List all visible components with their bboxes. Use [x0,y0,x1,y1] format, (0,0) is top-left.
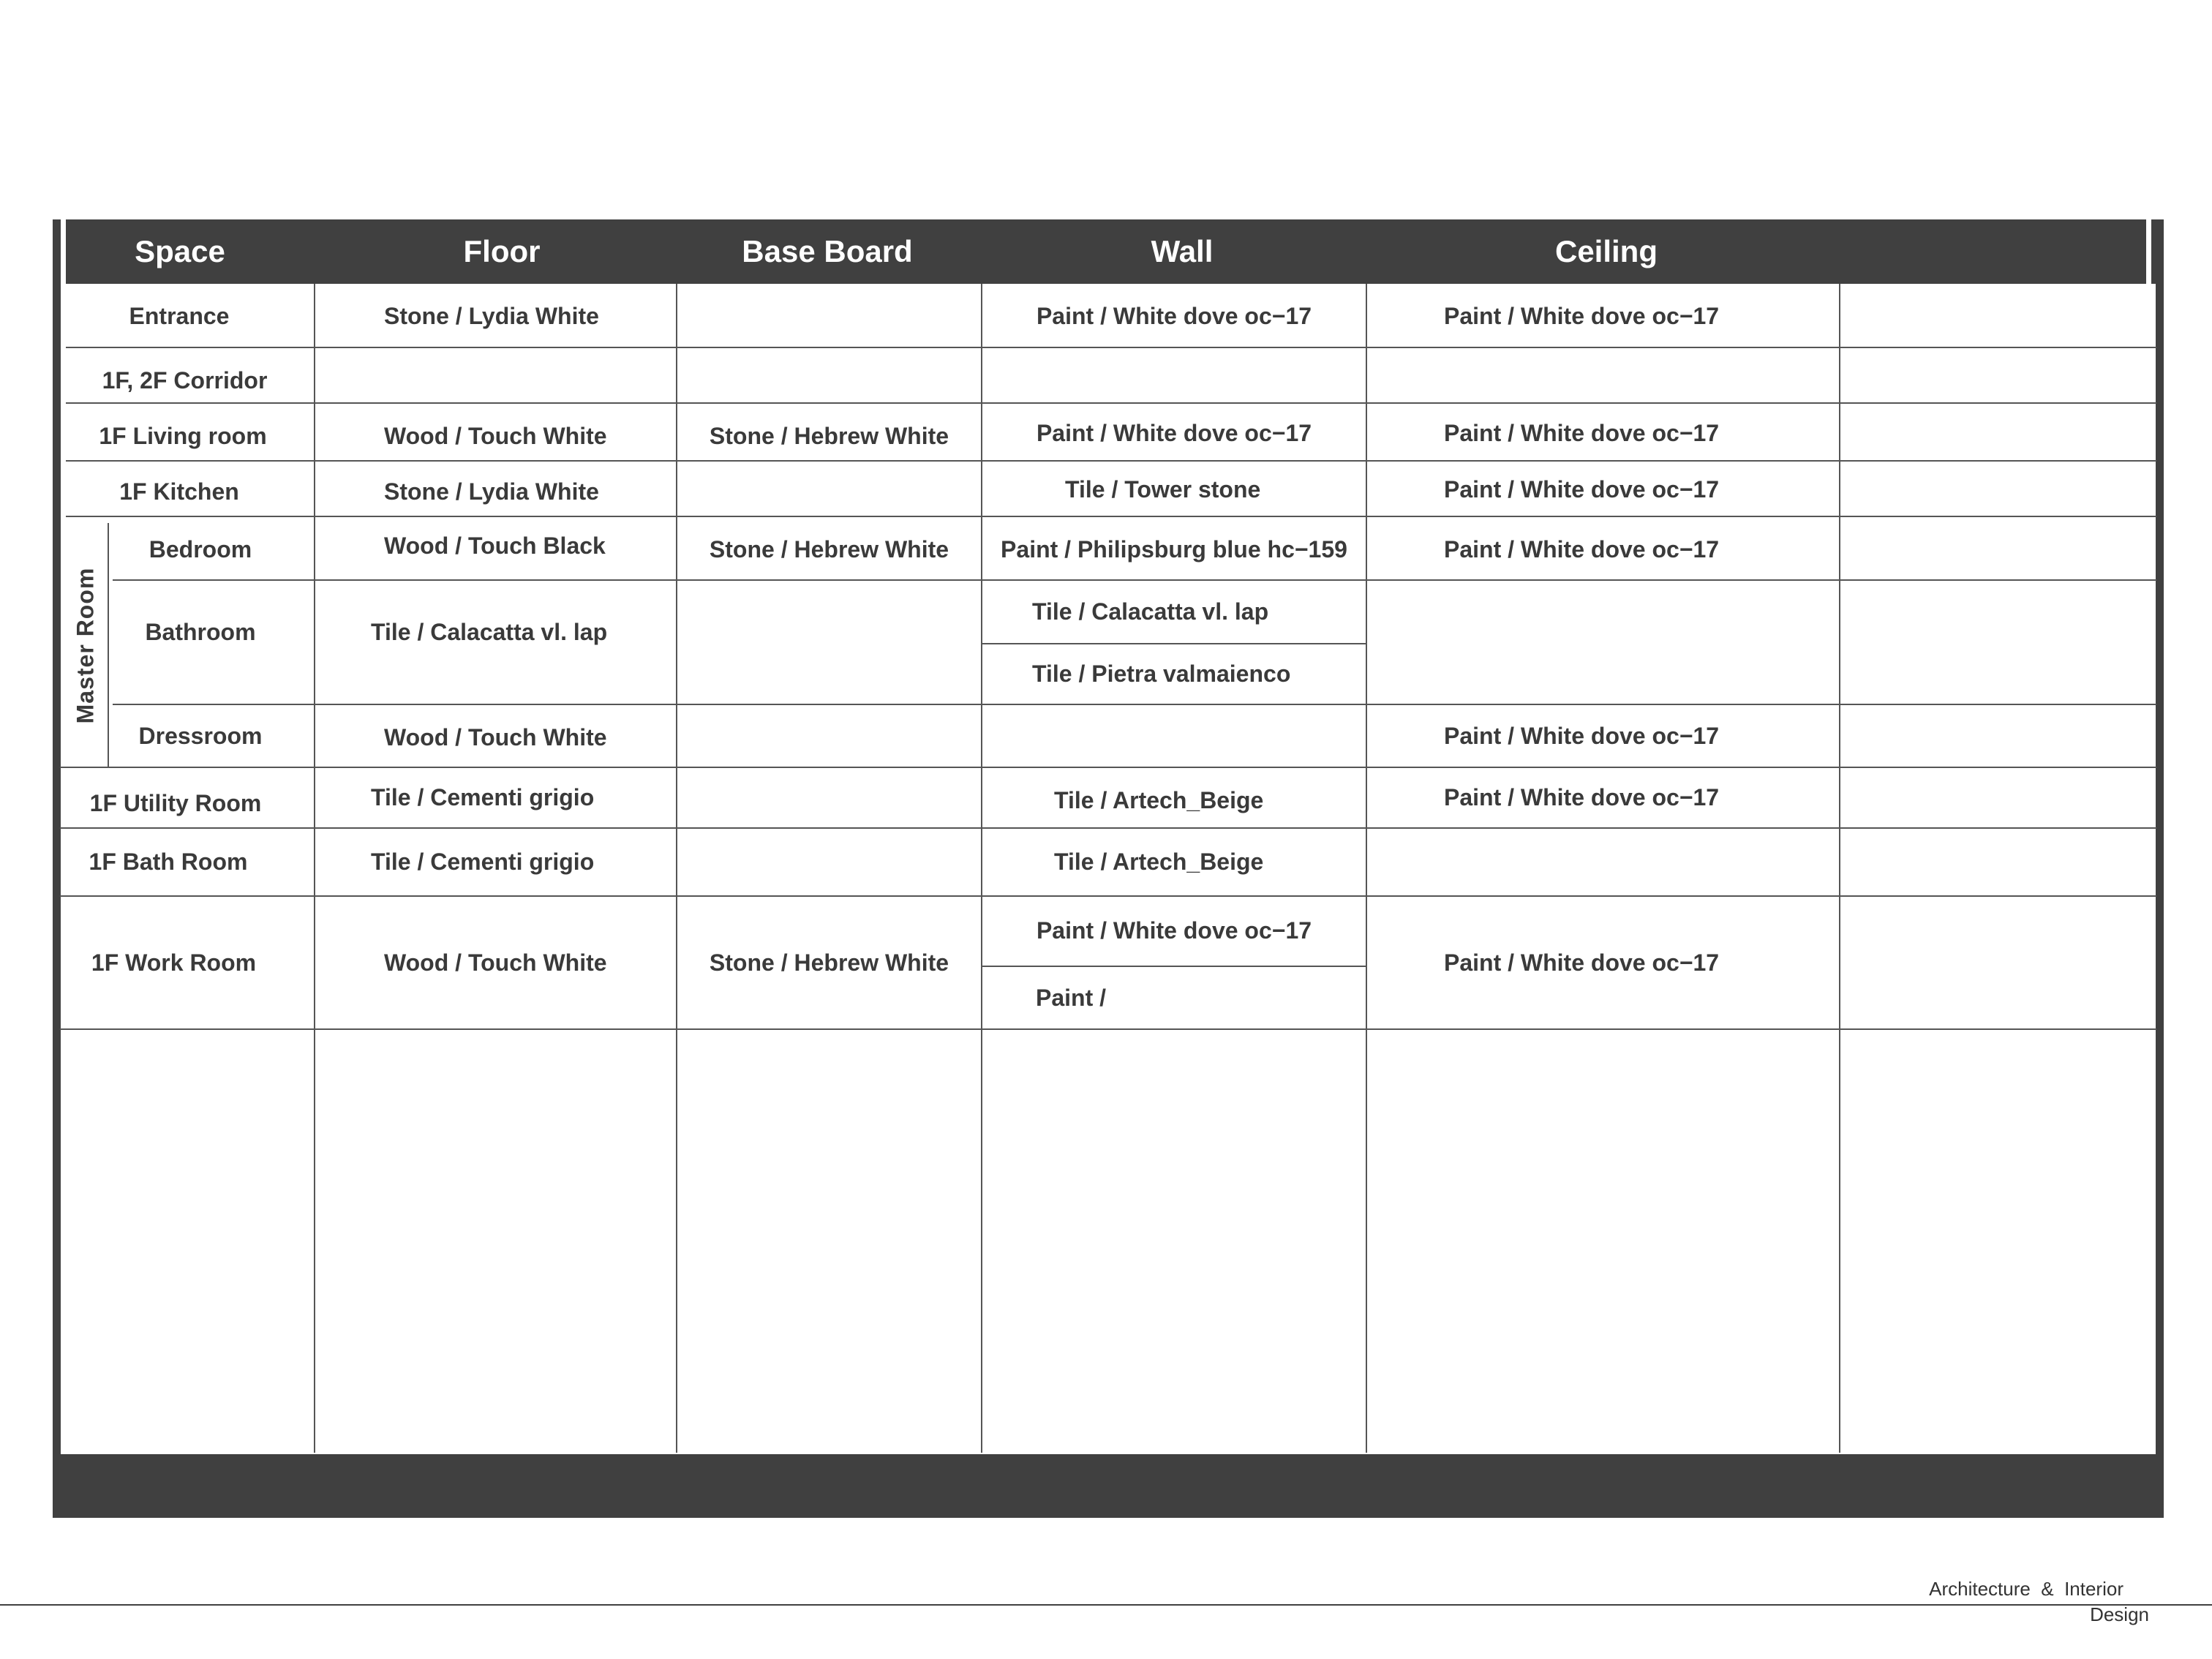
floor-cell: Wood / Touch White [384,949,607,976]
row-divider [113,704,2156,705]
wall-cell: Paint / Philipsburg blue hc−159 [1001,535,1347,563]
wall-cell: Paint / White dove oc−17 [1036,419,1312,446]
floor-cell: Wood / Touch White [384,723,607,750]
master-room-group-label: Master Room [72,567,99,724]
floor-cell: Tile / Calacatta vl. lap [371,618,608,645]
base-board-cell: Stone / Hebrew White [709,535,949,563]
brand-text-line-2: Design [2090,1603,2149,1625]
space-cell: 1F Bath Room [89,848,248,875]
space-cell: 1F Living room [99,422,267,449]
wall-cell: Paint / White dove oc−17 [1036,302,1312,329]
base-board-cell: Stone / Hebrew White [709,949,949,976]
column-divider [1839,284,1840,1453]
ceiling-cell: Paint / White dove oc−17 [1444,783,1720,810]
wall-cell: Tile / Calacatta vl. lap [1032,598,1269,625]
wall-cell: Paint / [1036,984,1107,1011]
header-edge-left [61,219,66,284]
wall-cell: Paint / White dove oc−17 [1036,917,1312,944]
floor-cell: Wood / Touch White [384,422,607,449]
space-cell: 1F, 2F Corridor [102,366,268,394]
footer-rule [0,1604,2212,1606]
wall-cell: Tile / Pietra valmaienco [1032,661,1291,687]
space-cell: Entrance [129,302,230,329]
brand-text: Architecture & Interior [1929,1578,2123,1600]
floor-cell: Wood / Touch Black [384,532,606,559]
ceiling-cell: Paint / White dove oc−17 [1444,302,1720,329]
ceiling-cell: Paint / White dove oc−17 [1444,535,1720,563]
space-cell: 1F Kitchen [119,478,239,505]
row-divider [60,1028,2156,1030]
floor-cell: Stone / Lydia White [384,302,599,329]
floor-cell: Tile / Cementi grigio [371,848,595,875]
header-edge-right [2146,219,2151,284]
space-cell: Dressroom [138,722,263,749]
header-floor: Floor [463,234,541,268]
header-base-board: Base Board [742,234,913,268]
space-cell: Bedroom [148,535,252,563]
wall-cell: Tile / Artech_Beige [1054,848,1264,875]
space-cell: Bathroom [145,618,256,645]
row-divider [66,347,2156,348]
space-cell: 1F Work Room [91,949,257,976]
header-ceiling: Ceiling [1554,234,1658,268]
ceiling-cell: Paint / White dove oc−17 [1444,475,1720,503]
floor-cell: Stone / Lydia White [384,478,599,505]
wall-cell: Tile / Tower stone [1065,475,1261,503]
base-board-cell: Stone / Hebrew White [709,422,949,449]
ceiling-cell: Paint / White dove oc−17 [1444,419,1720,446]
floor-cell: Tile / Cementi grigio [371,783,595,810]
ceiling-cell: Paint / White dove oc−17 [1444,949,1720,976]
ceiling-cell: Paint / White dove oc−17 [1444,722,1720,749]
space-cell: 1F Utility Room [89,789,262,816]
wall-cell: Tile / Artech_Beige [1054,786,1264,813]
header-wall: Wall [1151,234,1214,268]
header-space: Space [135,234,225,268]
